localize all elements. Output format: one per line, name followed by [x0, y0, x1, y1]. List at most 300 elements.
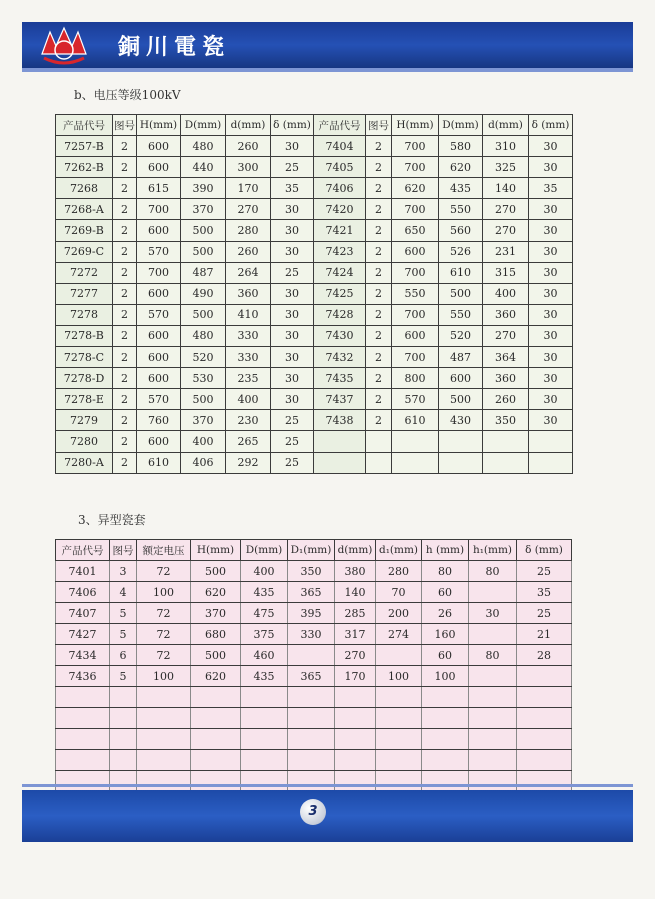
table-cell: 2 — [366, 241, 392, 262]
table-cell: 25 — [517, 603, 572, 624]
table-row — [56, 561, 572, 582]
table-cell: 2 — [113, 283, 137, 304]
table-cell — [517, 729, 572, 750]
table-cell — [469, 687, 517, 708]
table-cell: 2 — [366, 262, 392, 283]
table-row — [56, 136, 573, 157]
table-cell — [469, 624, 517, 645]
table-cell — [529, 452, 573, 473]
table-cell: 2 — [113, 157, 137, 178]
table-cell: 30 — [529, 283, 573, 304]
table-cell: 550 — [392, 283, 439, 304]
table-cell: 30 — [271, 368, 314, 389]
table-cell: 7269-B — [56, 220, 113, 241]
table-cell: 700 — [137, 199, 181, 220]
table-cell: 60 — [422, 582, 469, 603]
table-cell: 760 — [137, 410, 181, 431]
table-cell — [137, 771, 191, 792]
table-cell: 2 — [366, 304, 392, 325]
table-cell: 7436 — [56, 666, 110, 687]
table-cell: 30 — [529, 325, 573, 346]
table-cell — [56, 729, 110, 750]
column-header: d₁(mm) — [376, 540, 422, 561]
table-header-row — [56, 540, 572, 561]
table-cell: 7280-A — [56, 452, 113, 473]
table-cell: 25 — [271, 452, 314, 473]
table-cell: 30 — [529, 410, 573, 431]
table-cell: 264 — [226, 262, 271, 283]
table-cell: 2 — [366, 199, 392, 220]
table-row — [56, 368, 573, 389]
table-cell — [392, 452, 439, 473]
table-cell: 460 — [241, 645, 288, 666]
column-header: δ (mm) — [529, 115, 573, 136]
column-header: d(mm) — [483, 115, 529, 136]
table-cell: 2 — [113, 452, 137, 473]
table-cell: 26 — [422, 603, 469, 624]
footer-band — [22, 790, 633, 842]
table-cell — [517, 771, 572, 792]
table-cell: 2 — [113, 368, 137, 389]
table-cell — [469, 666, 517, 687]
table-cell — [366, 431, 392, 452]
table-cell — [137, 729, 191, 750]
table-cell: 2 — [366, 283, 392, 304]
column-header: H(mm) — [137, 115, 181, 136]
table-cell — [376, 771, 422, 792]
column-header: D(mm) — [241, 540, 288, 561]
company-logo-icon — [36, 24, 92, 66]
table-cell: 100 — [137, 582, 191, 603]
table-cell: 160 — [422, 624, 469, 645]
table-cell: 475 — [241, 603, 288, 624]
table-cell: 7401 — [56, 561, 110, 582]
table-cell: 7278-E — [56, 389, 113, 410]
table-cell — [110, 729, 137, 750]
table-cell: 30 — [271, 199, 314, 220]
table-cell: 7435 — [314, 368, 366, 389]
table-cell: 30 — [529, 262, 573, 283]
table-row — [56, 241, 573, 262]
table-cell — [392, 431, 439, 452]
table-cell: 270 — [226, 199, 271, 220]
table-cell: 360 — [226, 283, 271, 304]
table-cell: 2 — [113, 178, 137, 199]
table-cell — [137, 708, 191, 729]
table-cell: 615 — [137, 178, 181, 199]
table-row — [56, 708, 572, 729]
table-cell: 435 — [439, 178, 483, 199]
table-cell: 30 — [271, 241, 314, 262]
table-cell: 375 — [241, 624, 288, 645]
table-row — [56, 729, 572, 750]
table-cell: 2 — [113, 304, 137, 325]
column-header: D₁(mm) — [288, 540, 335, 561]
table-cell: 80 — [422, 561, 469, 582]
table-cell: 600 — [137, 157, 181, 178]
table-row — [56, 624, 572, 645]
table-cell: 30 — [271, 325, 314, 346]
table-cell: 4 — [110, 582, 137, 603]
table-cell: 2 — [113, 262, 137, 283]
table-cell — [376, 729, 422, 750]
table-cell — [191, 750, 241, 771]
table-cell — [137, 750, 191, 771]
table-cell — [517, 708, 572, 729]
table-cell — [422, 771, 469, 792]
table-cell: 500 — [181, 220, 226, 241]
table-cell: 2 — [366, 389, 392, 410]
table-cell — [314, 431, 366, 452]
table-cell: 406 — [181, 452, 226, 473]
table-cell: 600 — [137, 220, 181, 241]
table-cell: 610 — [137, 452, 181, 473]
table-cell: 30 — [529, 347, 573, 368]
table-row — [56, 431, 573, 452]
table-cell: 370 — [191, 603, 241, 624]
table-cell: 260 — [483, 389, 529, 410]
table-cell: 7427 — [56, 624, 110, 645]
table-cell: 435 — [241, 666, 288, 687]
table-cell: 2 — [366, 410, 392, 431]
table-cell: 235 — [226, 368, 271, 389]
table-cell: 310 — [483, 136, 529, 157]
table-cell: 2 — [366, 325, 392, 346]
table-row — [56, 687, 572, 708]
header-stripe — [22, 68, 633, 72]
table-cell: 7272 — [56, 262, 113, 283]
table-row — [56, 347, 573, 368]
table-row — [56, 283, 573, 304]
table-cell: 7423 — [314, 241, 366, 262]
table-cell: 400 — [483, 283, 529, 304]
table-cell: 30 — [529, 136, 573, 157]
column-header: 图号 — [110, 540, 137, 561]
table-cell — [469, 750, 517, 771]
table-cell: 700 — [392, 157, 439, 178]
table-cell: 30 — [271, 389, 314, 410]
table-cell — [241, 729, 288, 750]
table-cell: 260 — [226, 241, 271, 262]
table-cell: 285 — [335, 603, 376, 624]
column-header: 图号 — [366, 115, 392, 136]
table-cell: 650 — [392, 220, 439, 241]
table-cell: 25 — [271, 410, 314, 431]
table-cell — [366, 452, 392, 473]
table-cell — [56, 771, 110, 792]
table-cell: 680 — [191, 624, 241, 645]
table-cell: 700 — [137, 262, 181, 283]
table-cell: 560 — [439, 220, 483, 241]
table-row — [56, 410, 573, 431]
table-cell: 7434 — [56, 645, 110, 666]
table-cell: 700 — [392, 262, 439, 283]
table-cell: 600 — [137, 368, 181, 389]
table-cell: 100 — [422, 666, 469, 687]
table-cell: 317 — [335, 624, 376, 645]
table-cell: 330 — [226, 347, 271, 368]
table-cell: 390 — [181, 178, 226, 199]
table-cell: 520 — [439, 325, 483, 346]
table-cell: 28 — [517, 645, 572, 666]
table-cell — [191, 729, 241, 750]
table-row — [56, 771, 572, 792]
table-cell: 25 — [271, 262, 314, 283]
table-cell — [137, 687, 191, 708]
column-header: d(mm) — [226, 115, 271, 136]
table-cell: 600 — [392, 241, 439, 262]
table-cell: 570 — [137, 389, 181, 410]
table-cell: 7407 — [56, 603, 110, 624]
table-row — [56, 582, 572, 603]
table-cell: 270 — [483, 325, 529, 346]
table-cell — [335, 750, 376, 771]
column-header: H(mm) — [191, 540, 241, 561]
table-cell: 570 — [137, 304, 181, 325]
table-cell — [529, 431, 573, 452]
table-cell: 600 — [392, 325, 439, 346]
table-cell: 2 — [366, 178, 392, 199]
column-header: h (mm) — [422, 540, 469, 561]
table-cell — [422, 750, 469, 771]
table-cell — [439, 452, 483, 473]
table-cell: 2 — [113, 325, 137, 346]
voltage-100kv-table — [55, 114, 573, 474]
table-cell: 500 — [191, 645, 241, 666]
column-header: δ (mm) — [271, 115, 314, 136]
table-cell: 170 — [335, 666, 376, 687]
table-cell: 72 — [137, 561, 191, 582]
table-cell: 480 — [181, 136, 226, 157]
table-cell: 30 — [529, 389, 573, 410]
table-cell: 7279 — [56, 410, 113, 431]
column-header: H(mm) — [392, 115, 439, 136]
table-cell: 570 — [137, 241, 181, 262]
table-cell: 550 — [439, 304, 483, 325]
table-cell — [288, 645, 335, 666]
table-cell: 7405 — [314, 157, 366, 178]
table-cell: 35 — [517, 582, 572, 603]
table-cell — [376, 687, 422, 708]
table-cell: 30 — [529, 199, 573, 220]
table-cell: 25 — [271, 157, 314, 178]
section-b-title: b、电压等级100kV — [74, 88, 181, 102]
table-cell — [335, 687, 376, 708]
table-cell: 700 — [392, 347, 439, 368]
table-cell — [56, 687, 110, 708]
table-cell — [483, 452, 529, 473]
table-cell: 2 — [113, 410, 137, 431]
table-row — [56, 262, 573, 283]
table-cell: 2 — [113, 136, 137, 157]
table-cell: 7404 — [314, 136, 366, 157]
table-cell: 140 — [483, 178, 529, 199]
table-cell: 30 — [529, 220, 573, 241]
table-cell: 500 — [439, 283, 483, 304]
table-cell — [110, 687, 137, 708]
table-row — [56, 452, 573, 473]
table-cell: 360 — [483, 368, 529, 389]
table-cell: 270 — [335, 645, 376, 666]
table-row — [56, 645, 572, 666]
table-cell — [469, 708, 517, 729]
table-cell — [517, 687, 572, 708]
table-cell: 7268 — [56, 178, 113, 199]
column-header: h₁(mm) — [469, 540, 517, 561]
column-header: D(mm) — [439, 115, 483, 136]
table-cell — [241, 771, 288, 792]
table-cell: 274 — [376, 624, 422, 645]
table-cell: 550 — [439, 199, 483, 220]
table-cell: 500 — [181, 304, 226, 325]
table-cell: 600 — [137, 347, 181, 368]
table-cell: 600 — [439, 368, 483, 389]
table-cell — [376, 645, 422, 666]
table-cell: 25 — [271, 431, 314, 452]
table-cell: 30 — [271, 283, 314, 304]
table-cell — [376, 750, 422, 771]
table-cell: 620 — [191, 666, 241, 687]
table-cell — [376, 708, 422, 729]
table-cell: 60 — [422, 645, 469, 666]
table-cell — [288, 771, 335, 792]
table-cell: 2 — [113, 431, 137, 452]
column-header: 产品代号 — [56, 540, 110, 561]
table-cell — [191, 771, 241, 792]
table-cell: 2 — [366, 136, 392, 157]
table-cell — [335, 729, 376, 750]
table-cell — [422, 708, 469, 729]
column-header: δ (mm) — [517, 540, 572, 561]
table-cell: 365 — [288, 582, 335, 603]
table-cell: 350 — [483, 410, 529, 431]
table-cell: 315 — [483, 262, 529, 283]
table-cell: 300 — [226, 157, 271, 178]
table-cell: 600 — [137, 283, 181, 304]
table-cell: 400 — [226, 389, 271, 410]
table-cell — [110, 750, 137, 771]
table-cell — [110, 708, 137, 729]
table-cell — [517, 750, 572, 771]
table-cell — [422, 687, 469, 708]
table-cell — [517, 666, 572, 687]
table-cell: 580 — [439, 136, 483, 157]
table-cell: 600 — [137, 431, 181, 452]
table-cell — [439, 431, 483, 452]
table-row — [56, 157, 573, 178]
table-cell: 430 — [439, 410, 483, 431]
table-cell: 7430 — [314, 325, 366, 346]
table-cell: 70 — [376, 582, 422, 603]
table-cell — [241, 687, 288, 708]
table-cell: 7420 — [314, 199, 366, 220]
table-cell: 7278-D — [56, 368, 113, 389]
table-cell: 530 — [181, 368, 226, 389]
table-cell: 7257-B — [56, 136, 113, 157]
table-cell: 30 — [529, 241, 573, 262]
table-header-row — [56, 115, 573, 136]
table-cell: 35 — [529, 178, 573, 199]
table-cell — [335, 771, 376, 792]
table-cell: 140 — [335, 582, 376, 603]
table-cell: 7425 — [314, 283, 366, 304]
table-cell: 7437 — [314, 389, 366, 410]
column-header: D(mm) — [181, 115, 226, 136]
table-cell — [288, 729, 335, 750]
table-cell — [288, 750, 335, 771]
table-row — [56, 325, 573, 346]
table-cell: 7438 — [314, 410, 366, 431]
table-cell: 395 — [288, 603, 335, 624]
table-row — [56, 389, 573, 410]
table-cell: 370 — [181, 410, 226, 431]
table-cell: 292 — [226, 452, 271, 473]
table-cell: 30 — [271, 220, 314, 241]
table-cell — [288, 708, 335, 729]
table-cell: 500 — [439, 389, 483, 410]
table-cell: 365 — [288, 666, 335, 687]
table-cell: 7421 — [314, 220, 366, 241]
table-cell: 100 — [137, 666, 191, 687]
table-cell: 364 — [483, 347, 529, 368]
table-cell: 526 — [439, 241, 483, 262]
table-cell: 700 — [392, 136, 439, 157]
table-cell: 2 — [113, 389, 137, 410]
table-cell: 30 — [271, 304, 314, 325]
table-cell: 231 — [483, 241, 529, 262]
table-cell: 7428 — [314, 304, 366, 325]
table-cell: 2 — [366, 157, 392, 178]
table-cell: 7278-C — [56, 347, 113, 368]
header-band — [22, 22, 633, 68]
table-cell: 600 — [137, 325, 181, 346]
table-row — [56, 666, 572, 687]
table-cell: 610 — [439, 262, 483, 283]
table-cell: 280 — [376, 561, 422, 582]
table-row — [56, 603, 572, 624]
table-cell: 570 — [392, 389, 439, 410]
table-cell: 7280 — [56, 431, 113, 452]
table-cell: 500 — [191, 561, 241, 582]
table-cell: 72 — [137, 624, 191, 645]
table-cell: 400 — [241, 561, 288, 582]
table-cell: 80 — [469, 645, 517, 666]
table-cell: 370 — [181, 199, 226, 220]
table-cell: 30 — [469, 603, 517, 624]
table-cell: 2 — [366, 368, 392, 389]
table-cell: 500 — [181, 241, 226, 262]
column-header: 产品代号 — [314, 115, 366, 136]
table-cell: 620 — [392, 178, 439, 199]
table-cell — [241, 750, 288, 771]
table-cell: 500 — [181, 389, 226, 410]
table-cell: 440 — [181, 157, 226, 178]
table-cell: 487 — [439, 347, 483, 368]
table-cell: 25 — [517, 561, 572, 582]
table-cell: 800 — [392, 368, 439, 389]
table-cell: 30 — [271, 136, 314, 157]
table-cell — [469, 582, 517, 603]
table-row — [56, 304, 573, 325]
table-cell: 265 — [226, 431, 271, 452]
table-cell: 100 — [376, 666, 422, 687]
table-cell: 260 — [226, 136, 271, 157]
table-cell: 170 — [226, 178, 271, 199]
table-cell: 400 — [181, 431, 226, 452]
table-cell: 435 — [241, 582, 288, 603]
table-cell — [56, 708, 110, 729]
table-cell: 5 — [110, 624, 137, 645]
